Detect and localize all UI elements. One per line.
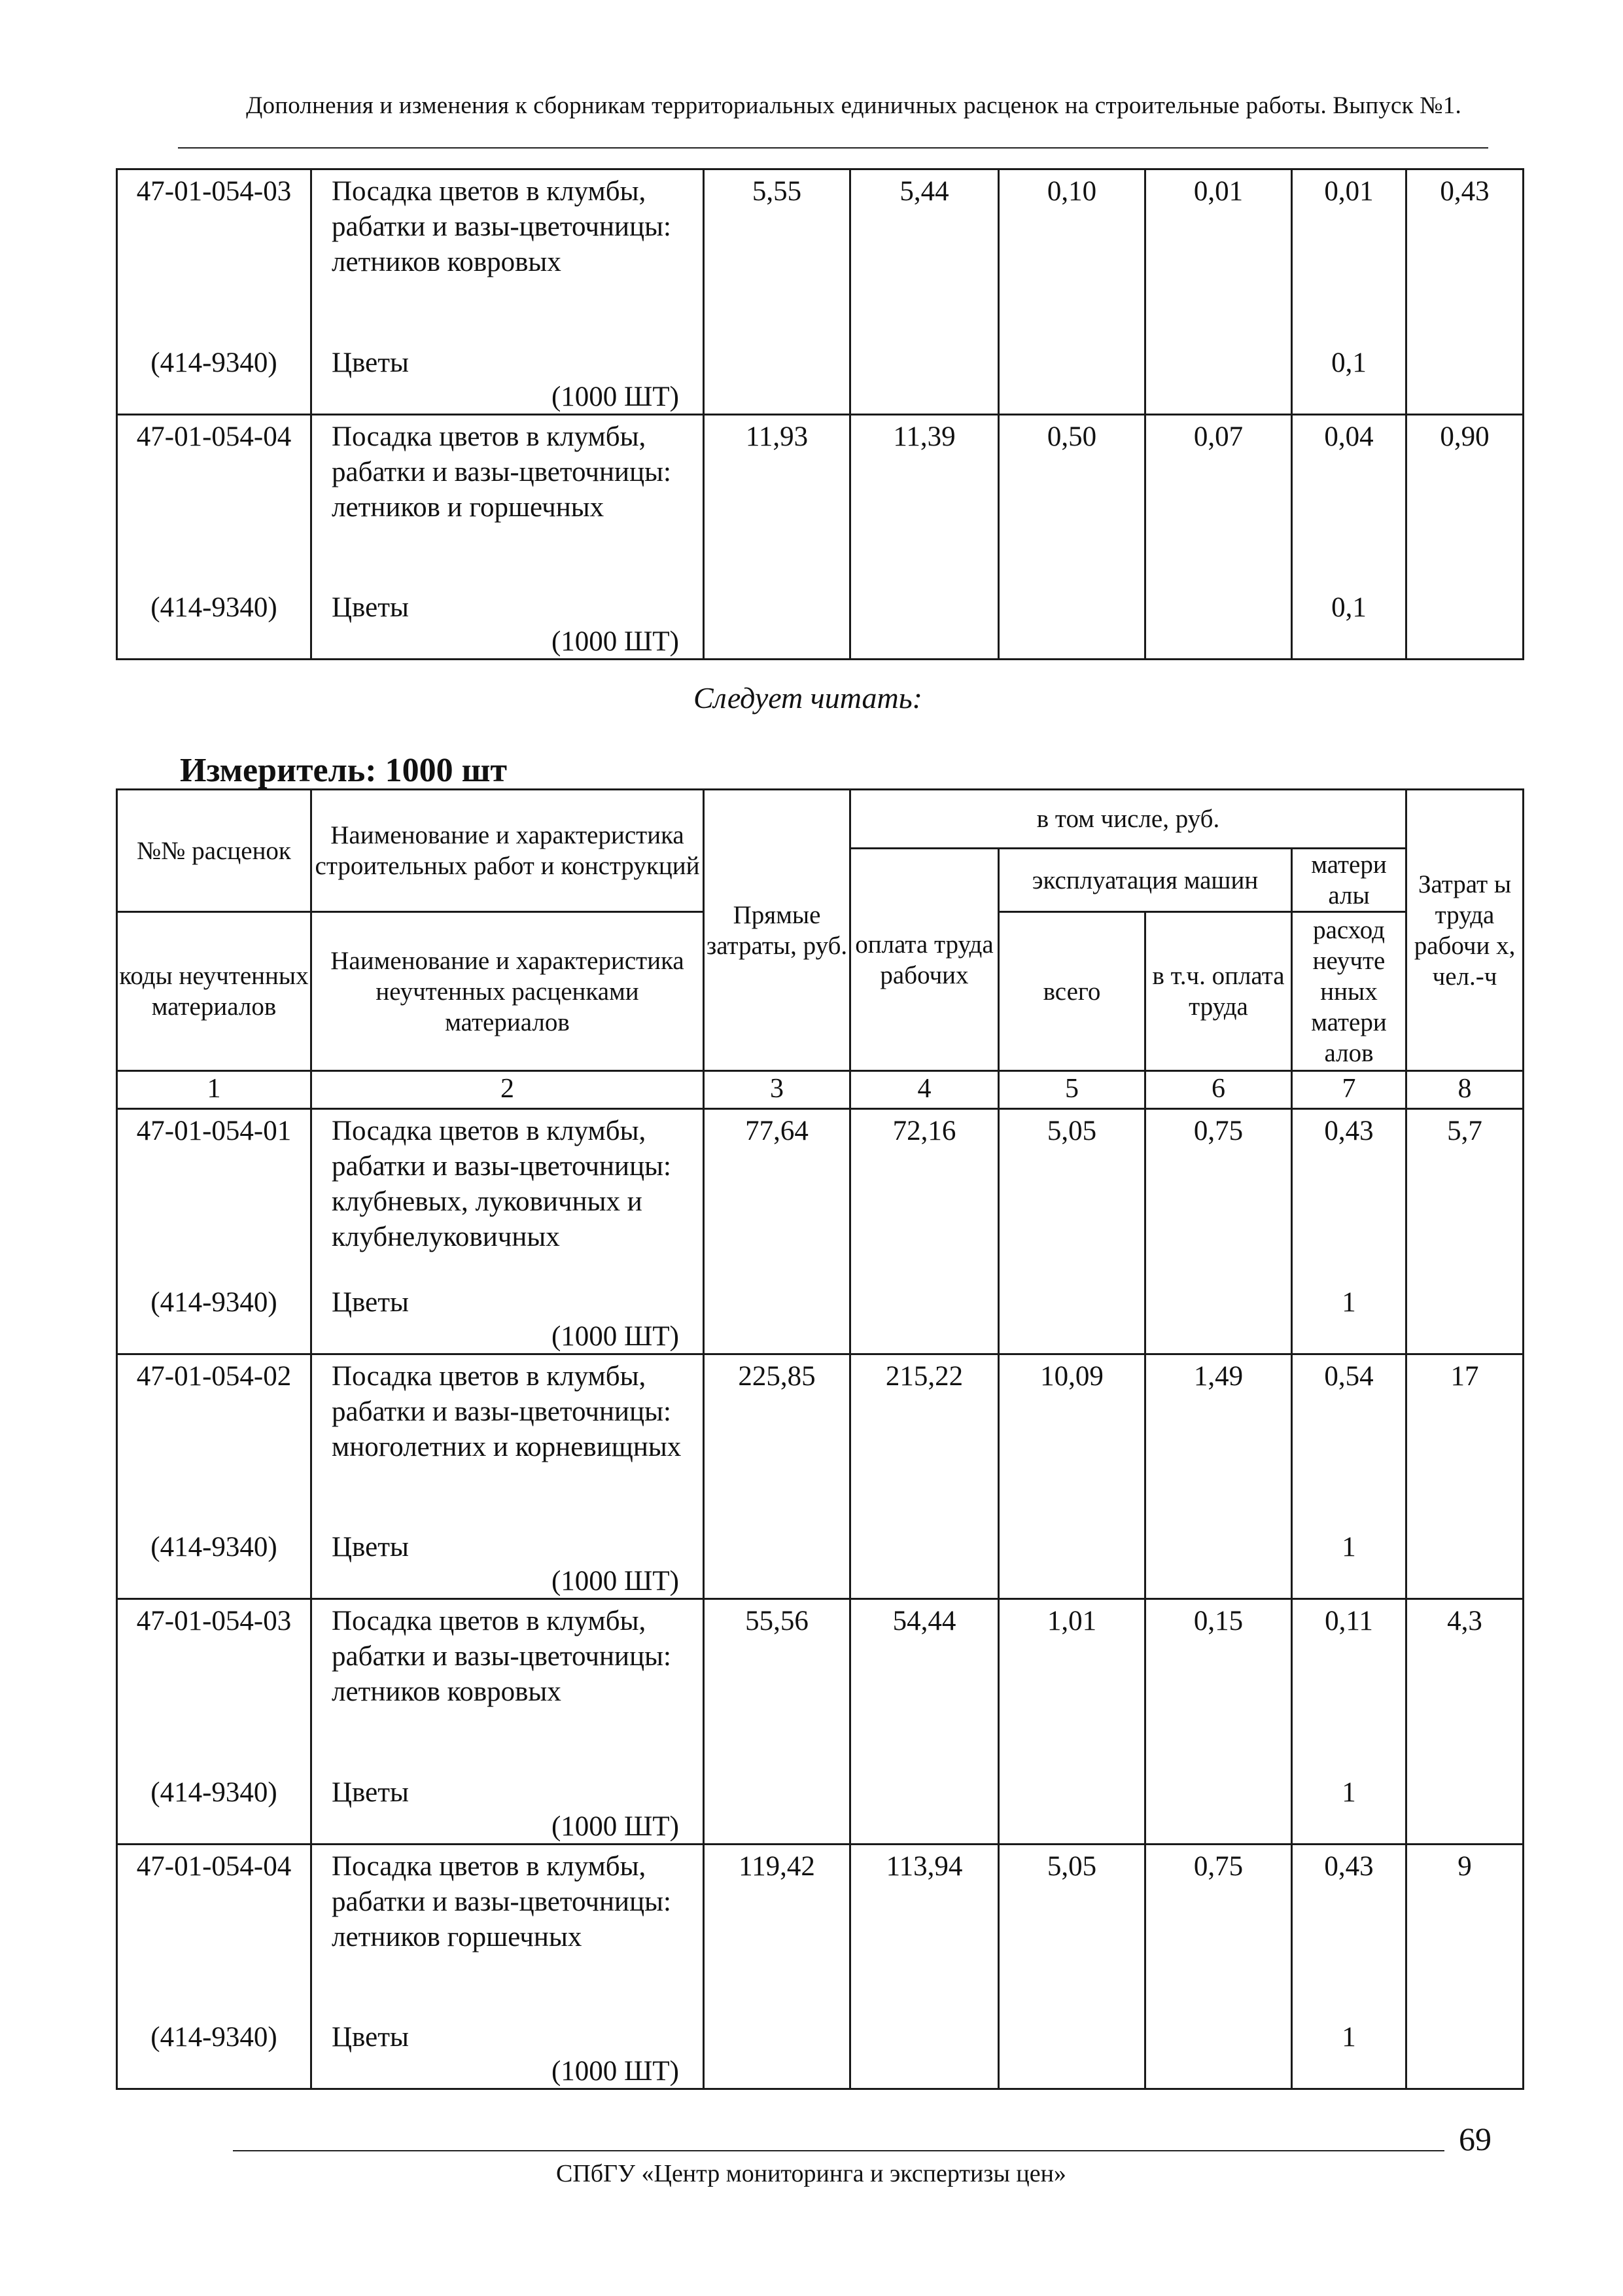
material-qty: 1 bbox=[1292, 1759, 1406, 1845]
material-cell bbox=[311, 1269, 704, 1354]
empty-cell bbox=[999, 574, 1145, 660]
material-unit: (1000 ШТ) bbox=[551, 626, 679, 657]
column-number: 7 bbox=[1292, 1071, 1406, 1109]
empty-cell bbox=[1406, 2004, 1524, 2089]
empty-cell bbox=[1406, 1269, 1524, 1354]
material-code: (414-9340) bbox=[117, 330, 311, 415]
material-qty: 1 bbox=[1292, 1514, 1406, 1599]
empty-cell bbox=[1406, 1514, 1524, 1599]
rate-code: 47-01-054-01 bbox=[117, 1109, 311, 1269]
material-name: Цветы bbox=[332, 1776, 409, 1808]
material-row bbox=[117, 330, 1524, 415]
empty-cell bbox=[704, 574, 850, 660]
material-code: (414-9340) bbox=[117, 1514, 311, 1599]
head-direct-costs: Прямые затраты, руб. bbox=[704, 790, 850, 1071]
rate-value: 5,05 bbox=[999, 1109, 1145, 1269]
head-work-name: Наименование и характеристика строительных работ и конструкций bbox=[311, 790, 704, 912]
footer-org: СПбГУ «Центр мониторинга и экспертизы цен» bbox=[556, 2160, 1066, 2187]
empty-cell bbox=[1406, 574, 1524, 660]
rate-description: Посадка цветов в клумбы, рабатки и вазы-цветочницы: летников и горшечных bbox=[311, 414, 704, 574]
rate-value: 0,04 bbox=[1292, 414, 1406, 574]
empty-cell bbox=[1145, 330, 1292, 415]
rate-value: 55,56 bbox=[704, 1599, 850, 1759]
rate-value: 0,75 bbox=[1145, 1844, 1292, 2004]
material-row bbox=[117, 1269, 1524, 1354]
rate-value: 0,01 bbox=[1292, 169, 1406, 330]
empty-cell bbox=[850, 2004, 999, 2089]
old-values-table bbox=[116, 168, 1524, 660]
column-number: 2 bbox=[311, 1071, 704, 1109]
rate-value: 215,22 bbox=[850, 1354, 999, 1514]
rate-row bbox=[117, 414, 1524, 574]
empty-cell bbox=[850, 574, 999, 660]
head-rate-numbers: №№ расценок bbox=[117, 790, 311, 912]
empty-cell bbox=[1145, 574, 1292, 660]
column-number: 4 bbox=[850, 1071, 999, 1109]
rate-value: 0,07 bbox=[1145, 414, 1292, 574]
rate-value: 5,44 bbox=[850, 169, 999, 330]
material-qty: 1 bbox=[1292, 2004, 1406, 2089]
measure-label: Измеритель: 1000 шт bbox=[180, 752, 508, 789]
rate-value: 0,43 bbox=[1406, 169, 1524, 330]
material-name: Цветы bbox=[332, 347, 409, 378]
footer-divider bbox=[233, 2150, 1444, 2151]
empty-cell bbox=[704, 330, 850, 415]
rate-value: 5,05 bbox=[999, 1844, 1145, 2004]
rate-value: 0,75 bbox=[1145, 1109, 1292, 1269]
rate-description: Посадка цветов в клумбы, рабатки и вазы-цветочницы: многолетних и корневищных bbox=[311, 1354, 704, 1514]
material-row bbox=[117, 1759, 1524, 1845]
rate-value: 0,15 bbox=[1145, 1599, 1292, 1759]
page-header: Дополнения и изменения к сборникам территориальных единичных расценок на строительные работы. Выпуск №1. bbox=[246, 92, 1461, 119]
column-number: 5 bbox=[999, 1071, 1145, 1109]
empty-cell bbox=[850, 330, 999, 415]
material-cell bbox=[311, 330, 704, 415]
rate-value: 1,01 bbox=[999, 1599, 1145, 1759]
head-machines-pay: в т.ч. оплата труда bbox=[1145, 912, 1292, 1071]
head-material-codes: коды неучтенных материалов bbox=[117, 912, 311, 1071]
rate-value: 0,43 bbox=[1292, 1109, 1406, 1269]
empty-cell bbox=[850, 1759, 999, 1845]
empty-cell bbox=[1406, 1759, 1524, 1845]
rate-value: 1,49 bbox=[1145, 1354, 1292, 1514]
material-code: (414-9340) bbox=[117, 1759, 311, 1845]
empty-cell bbox=[999, 330, 1145, 415]
column-number: 8 bbox=[1406, 1071, 1524, 1109]
material-unit: (1000 ШТ) bbox=[551, 1810, 679, 1842]
page-number: 69 bbox=[1459, 2121, 1492, 2157]
read-as-note: Следует читать: bbox=[693, 681, 922, 715]
rate-code: 47-01-054-04 bbox=[117, 1844, 311, 2004]
rate-value: 72,16 bbox=[850, 1109, 999, 1269]
empty-cell bbox=[999, 1759, 1145, 1845]
rate-value: 5,7 bbox=[1406, 1109, 1524, 1269]
empty-cell bbox=[1406, 330, 1524, 415]
rate-row bbox=[117, 1354, 1524, 1514]
material-cell bbox=[311, 2004, 704, 2089]
material-code: (414-9340) bbox=[117, 574, 311, 660]
rate-value: 54,44 bbox=[850, 1599, 999, 1759]
rate-value: 5,55 bbox=[704, 169, 850, 330]
material-name: Цветы bbox=[332, 592, 409, 623]
rate-description: Посадка цветов в клумбы, рабатки и вазы-цветочницы: летников ковровых bbox=[311, 169, 704, 330]
rate-value: 0,54 bbox=[1292, 1354, 1406, 1514]
empty-cell bbox=[1145, 2004, 1292, 2089]
head-labor-costs: Затрат ы труда рабочи х, чел.-ч bbox=[1406, 790, 1524, 1071]
rate-value: 0,90 bbox=[1406, 414, 1524, 574]
head-labor-pay: оплата труда рабочих bbox=[850, 849, 999, 1071]
head-machines-total: всего bbox=[999, 912, 1145, 1071]
column-number: 6 bbox=[1145, 1071, 1292, 1109]
rate-value: 119,42 bbox=[704, 1844, 850, 2004]
material-cell bbox=[311, 1514, 704, 1599]
material-row bbox=[117, 1514, 1524, 1599]
empty-cell bbox=[704, 1759, 850, 1845]
head-material-consumption: расход неучте нных матери алов bbox=[1292, 912, 1406, 1071]
material-qty: 0,1 bbox=[1292, 330, 1406, 415]
rate-description: Посадка цветов в клумбы, рабатки и вазы-цветочницы: летников ковровых bbox=[311, 1599, 704, 1759]
rate-value: 10,09 bbox=[999, 1354, 1145, 1514]
material-row bbox=[117, 574, 1524, 660]
rate-description: Посадка цветов в клумбы, рабатки и вазы-цветочницы: клубневых, луковичных и клубнелуковичных bbox=[311, 1109, 704, 1269]
head-material-names: Наименование и характеристика неучтенных расценками материалов bbox=[311, 912, 704, 1071]
rate-value: 4,3 bbox=[1406, 1599, 1524, 1759]
rate-code: 47-01-054-03 bbox=[117, 169, 311, 330]
rate-code: 47-01-054-04 bbox=[117, 414, 311, 574]
material-name: Цветы bbox=[332, 1286, 409, 1318]
head-including: в том числе, руб. bbox=[850, 790, 1406, 849]
material-cell bbox=[311, 574, 704, 660]
rate-value: 9 bbox=[1406, 1844, 1524, 2004]
header-divider bbox=[178, 147, 1488, 149]
empty-cell bbox=[704, 1514, 850, 1599]
material-name: Цветы bbox=[332, 2022, 409, 2053]
rate-description: Посадка цветов в клумбы, рабатки и вазы-цветочницы: летников горшечных bbox=[311, 1844, 704, 2004]
material-unit: (1000 ШТ) bbox=[551, 2056, 679, 2087]
material-row bbox=[117, 2004, 1524, 2089]
corrected-values-table bbox=[116, 788, 1524, 2090]
material-qty: 1 bbox=[1292, 1269, 1406, 1354]
material-qty: 0,1 bbox=[1292, 574, 1406, 660]
head-machines: эксплуатация машин bbox=[999, 849, 1292, 912]
empty-cell bbox=[999, 2004, 1145, 2089]
rate-value: 225,85 bbox=[704, 1354, 850, 1514]
material-cell bbox=[311, 1759, 704, 1845]
rate-row bbox=[117, 1109, 1524, 1269]
empty-cell bbox=[999, 1514, 1145, 1599]
rate-code: 47-01-054-02 bbox=[117, 1354, 311, 1514]
rate-value: 0,10 bbox=[999, 169, 1145, 330]
material-name: Цветы bbox=[332, 1532, 409, 1563]
empty-cell bbox=[704, 2004, 850, 2089]
rate-value: 17 bbox=[1406, 1354, 1524, 1514]
empty-cell bbox=[850, 1514, 999, 1599]
rate-value: 11,39 bbox=[850, 414, 999, 574]
rate-code: 47-01-054-03 bbox=[117, 1599, 311, 1759]
rate-value: 0,11 bbox=[1292, 1599, 1406, 1759]
rate-row bbox=[117, 1844, 1524, 2004]
rate-row bbox=[117, 1599, 1524, 1759]
material-unit: (1000 ШТ) bbox=[551, 1320, 679, 1352]
column-number: 3 bbox=[704, 1071, 850, 1109]
empty-cell bbox=[1145, 1514, 1292, 1599]
rate-value: 0,01 bbox=[1145, 169, 1292, 330]
column-numbers-row bbox=[117, 1071, 1524, 1109]
empty-cell bbox=[850, 1269, 999, 1354]
rate-value: 0,43 bbox=[1292, 1844, 1406, 2004]
rate-value: 0,50 bbox=[999, 414, 1145, 574]
rate-value: 77,64 bbox=[704, 1109, 850, 1269]
column-number: 1 bbox=[117, 1071, 311, 1109]
rate-value: 113,94 bbox=[850, 1844, 999, 2004]
rate-row bbox=[117, 169, 1524, 330]
material-unit: (1000 ШТ) bbox=[551, 381, 679, 412]
head-materials: матери алы bbox=[1292, 849, 1406, 912]
material-unit: (1000 ШТ) bbox=[551, 1566, 679, 1597]
empty-cell bbox=[999, 1269, 1145, 1354]
material-code: (414-9340) bbox=[117, 2004, 311, 2089]
rate-value: 11,93 bbox=[704, 414, 850, 574]
empty-cell bbox=[1145, 1759, 1292, 1845]
empty-cell bbox=[1145, 1269, 1292, 1354]
empty-cell bbox=[704, 1269, 850, 1354]
material-code: (414-9340) bbox=[117, 1269, 311, 1354]
